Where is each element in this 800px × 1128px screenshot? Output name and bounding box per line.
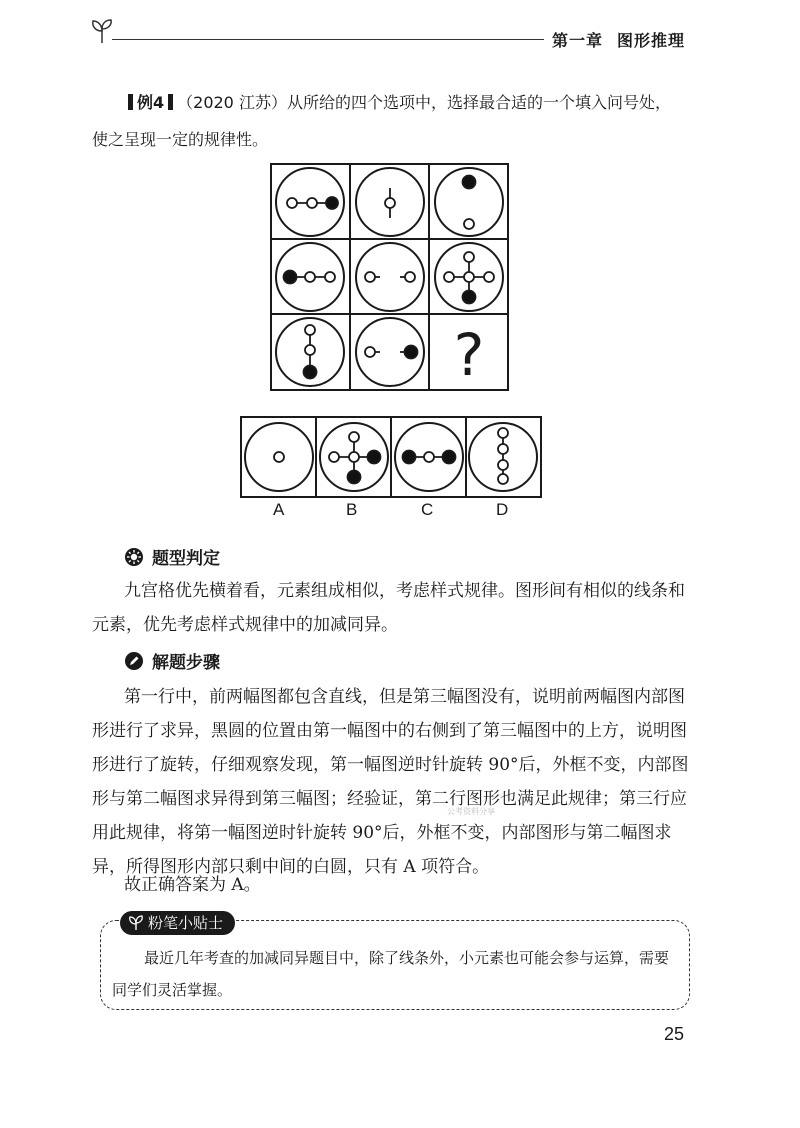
sun-icon [124,547,144,567]
chapter-number: 第一章 [552,31,604,50]
watermark: 公考资料分享 [447,807,495,816]
question-source: （2020 江苏） [177,93,287,112]
chapter-title: 图形推理 [617,31,686,50]
tip-text: 最近几年考查的加减同异题目中，除了线条外，小元素也可能会参与运算，需要同学们灵活掌握。 [112,949,670,999]
question-line-1 [124,88,704,118]
pencil-icon [124,651,144,671]
option-label-a: A [273,500,285,519]
answer-line: 故正确答案为 A。 [124,875,261,895]
page-number: 25 [664,1024,685,1044]
section-heading-type [124,544,220,569]
section-title-type: 题型判定 [152,549,220,569]
section-heading-steps [124,648,220,673]
section-title-steps: 解题步骤 [152,653,220,673]
tip-label [120,911,235,935]
tip-label-text: 粉笔小贴士 [148,914,224,932]
example-tag: 例4 [137,93,165,112]
option-strip [240,416,544,500]
steps-paragraph: 第一行中，前两幅图都包含直线，但是第三幅图没有，说明前两幅图内部图形进行了求异，黑圆的位置由第一幅图中的右侧到了第三幅图中的上方，说明图形进行了旋转，仔细观察发现，第一幅图逆时针旋转 90°后，外框不变，内部图形与第二幅图求异得到第三幅图；经验证，第二行图形也满足此规律；第三行应用此规律，将第一幅图逆时针旋转 90°后，外框不变，内部图形与第二幅图求异，所得图形内部只剩中间的白圆，只有 A 项符合。 [92,687,689,877]
header-rule [112,39,544,40]
chapter-heading [552,28,685,51]
puzzle-grid [270,163,510,393]
type-paragraph: 九宫格优先横着看，元素组成相似，考虑样式规律。图形间有相似的线条和元素，优先考虑样式规律中的加减同异。 [92,581,685,635]
question-text-2: 使之呈现一定的规律性。 [92,130,269,149]
option-label-d: D [496,500,509,519]
option-label-c: C [421,500,434,519]
sprout-icon [128,915,144,931]
option-label-b: B [346,500,358,519]
question-mark: ? [453,321,485,389]
sprout-icon [90,18,114,44]
question-text-1: 从所给的四个选项中，选择最合适的一个填入问号处， [286,93,671,112]
